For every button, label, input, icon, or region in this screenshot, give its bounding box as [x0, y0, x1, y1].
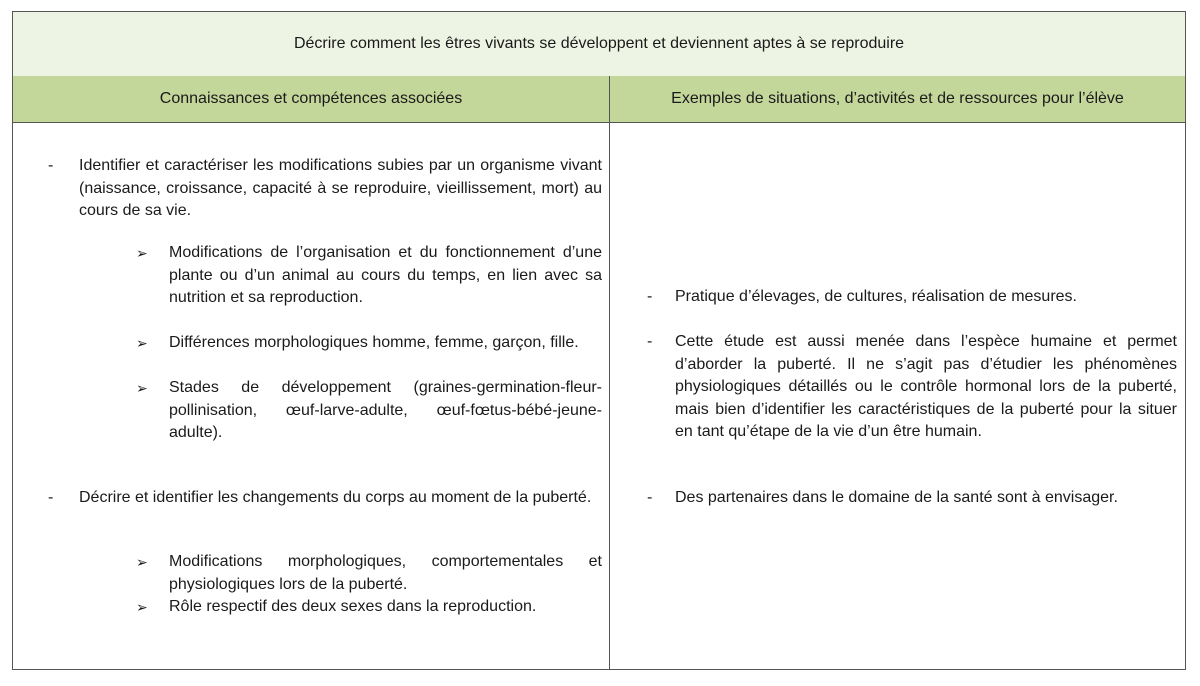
list-bullet: -	[647, 489, 653, 506]
knowledge-subitem-1-3: Stades de développement (graines-germination-fleur-pollinisation, œuf-larve-adulte, œuf-fœtus-bébé-jeune-adulte).	[169, 379, 602, 441]
list-bullet: -	[48, 489, 54, 506]
table-title: Décrire comment les êtres vivants se développent et deviennent aptes à se reproduire	[293, 35, 905, 52]
knowledge-subitem-2-2: Rôle respectif des deux sexes dans la reproduction.	[169, 598, 537, 615]
header-examples-label: Exemples de situations, d’activités et de ressources pour l’élève	[671, 90, 1124, 107]
list-bullet: -	[647, 288, 653, 305]
knowledge-item-1: Identifier et caractériser les modifications subies par un organisme vivant (naissance, croissance, capacité à se reproduire, vieillissement, mort) au cours de sa vie.	[79, 157, 602, 219]
knowledge-column	[13, 122, 610, 669]
curriculum-table	[12, 11, 1186, 670]
arrow-bullet-icon: ➢	[136, 599, 148, 615]
list-bullet: -	[647, 333, 653, 350]
table-title-row	[13, 12, 1185, 77]
table-body-row	[13, 122, 1185, 669]
arrow-bullet-icon: ➢	[136, 554, 148, 570]
knowledge-subitem-2-1: Modifications morphologiques, comportementales et physiologiques lors de la puberté.	[169, 553, 602, 593]
header-knowledge	[13, 76, 610, 122]
example-item-1: Pratique d’élevages, de cultures, réalisation de mesures.	[675, 288, 1077, 305]
arrow-bullet-icon: ➢	[136, 335, 148, 351]
example-item-3: Des partenaires dans le domaine de la santé sont à envisager.	[675, 489, 1118, 506]
example-item-2: Cette étude est aussi menée dans l’espèce humaine et permet d’aborder la puberté. Il ne s’agit pas d’étudier les phénomènes physiologiques détaillés ou le contrôle hormonal lors de la puberté, mais bien d’identifier les caractéristiques de la puberté pour la situer en tant qu’étape de la vie d’un être humain.	[675, 333, 1177, 440]
arrow-bullet-icon: ➢	[136, 245, 148, 261]
knowledge-subitem-1-1: Modifications de l’organisation et du fonctionnement d’une plante ou d’un animal au cours du temps, en lien avec sa nutrition et sa reproduction.	[169, 244, 602, 306]
examples-column	[610, 122, 1185, 669]
table-header-row	[13, 76, 1185, 123]
list-bullet: -	[48, 157, 54, 174]
header-examples	[610, 76, 1185, 122]
arrow-bullet-icon: ➢	[136, 380, 148, 396]
header-knowledge-label: Connaissances et compétences associées	[159, 90, 463, 107]
knowledge-subitem-1-2: Différences morphologiques homme, femme, garçon, fille.	[169, 334, 579, 351]
knowledge-item-2: Décrire et identifier les changements du corps au moment de la puberté.	[79, 489, 592, 506]
